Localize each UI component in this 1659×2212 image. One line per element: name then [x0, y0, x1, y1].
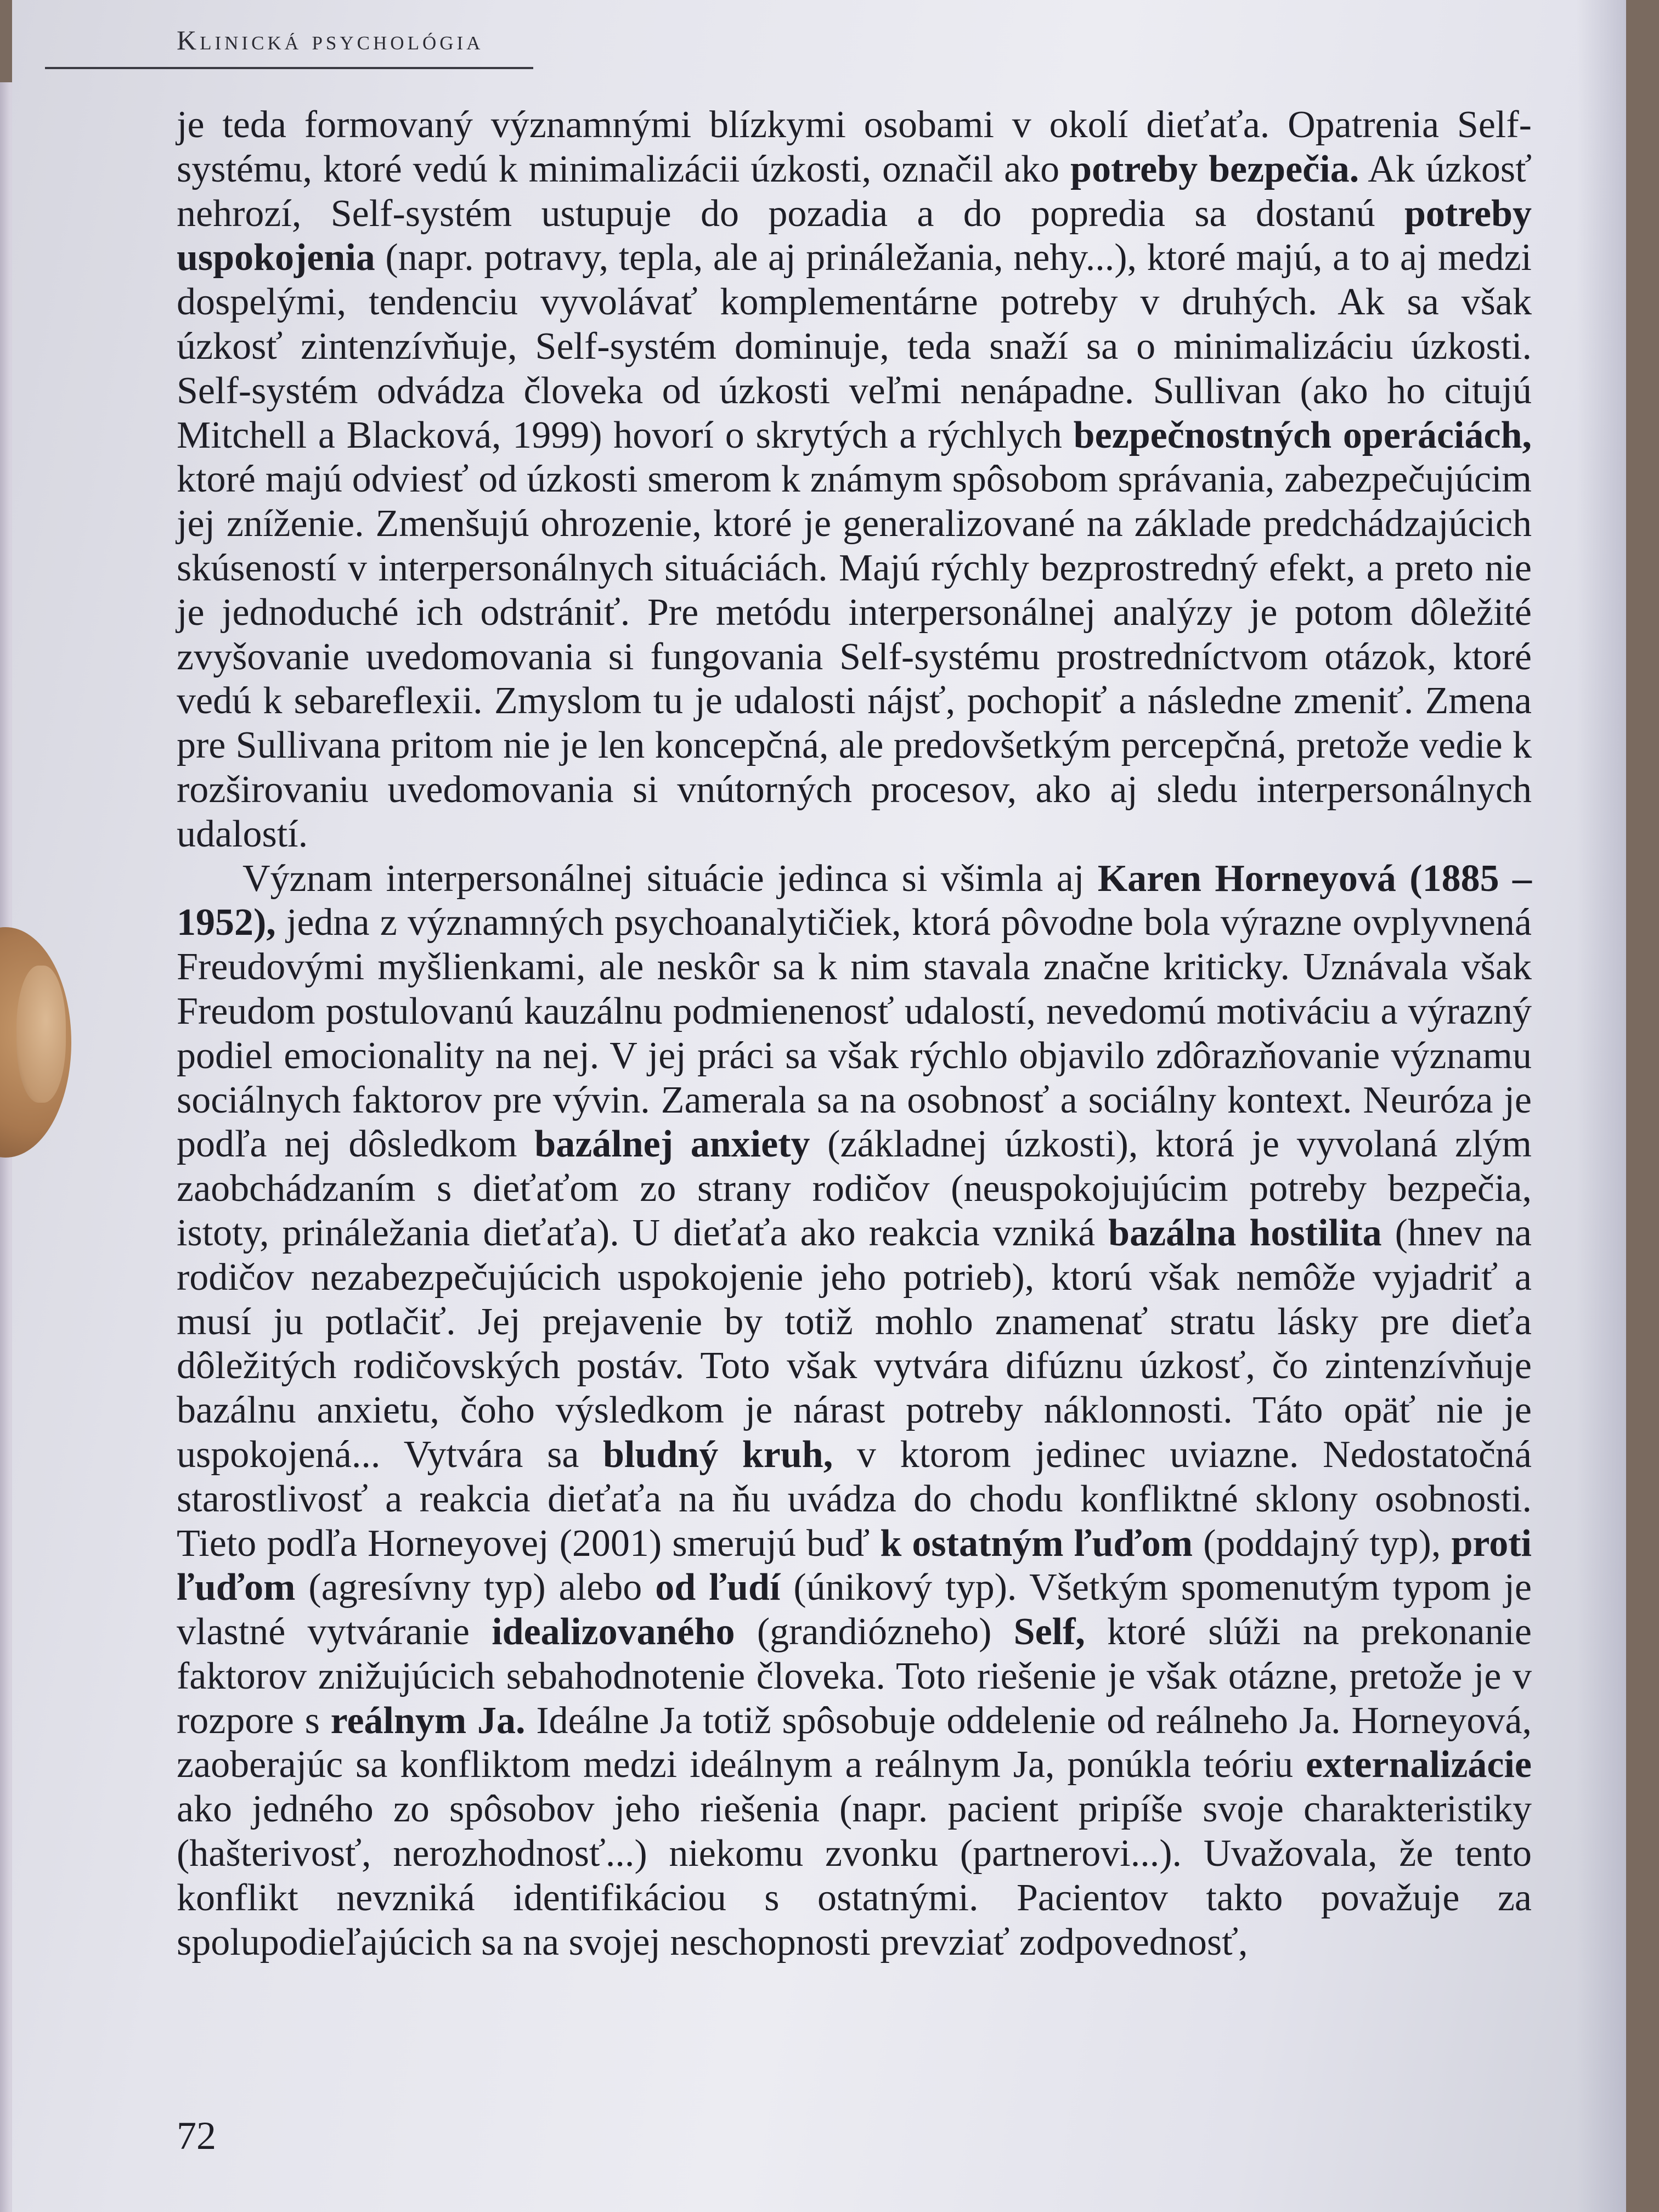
bold-term: externalizácie: [1305, 1743, 1532, 1786]
text-run: Ideálne Ja totiž spôsobuje oddelenie od reálneho Ja. Horneyová, zaoberajúc sa konfliktom medzi ideálnym a reálnym Ja, ponúkla teóriu: [177, 1699, 1532, 1786]
text-run: jedna z významných psychoanalytičiek, ktorá pôvodne bola výrazne ovplyvnená Freudovými myšlienkami, ale neskôr sa k nim stavala značne kriticky. Uznávala však Freudom postulovanú kauzálnu podmienenosť udalostí, nevedomú motiváciu a výrazný podiel emocionality na nej. V jej práci sa však rýchlo objavilo zdôrazňovanie významu sociálnych faktorov pre vývin. Zamerala sa na osobnosť a sociálny kontext. Neuróza je podľa nej dôsledkom: [177, 901, 1532, 1166]
text-run: ako jedného zo spôsobov jeho riešenia (napr. pacient pripíše svoje charakteristiky (hašterivosť, nerozhodnosť...) niekomu zvonku (partnerovi...). Uvažovala, že tento konflikt nevzniká identifikáciou s ostatnými. Pacientov takto považuje za spolupodieľajúcich sa na svojej neschopnosti prevziať zodpovednosť,: [177, 1788, 1532, 1963]
page-number: 72: [177, 2114, 216, 2158]
book-page: [12, 0, 1626, 2212]
bold-term: Self,: [1013, 1611, 1085, 1654]
text-run: ktoré slúži na prekonanie faktorov znižujúcich sebahodnotenie človeka. Toto riešenie je však otázne, pretože je v rozpore s: [177, 1611, 1532, 1742]
text-run: (grandiózneho): [735, 1611, 1014, 1654]
bold-term: k ostatným ľuďom: [880, 1522, 1193, 1565]
bold-term: potreby uspokojenia: [177, 192, 1532, 279]
text-run: Význam interpersonálnej situácie jedinca si všimla aj: [242, 857, 1098, 900]
text-run: (základnej úzkosti), ktorá je vyvolaná zlým zaobchádzaním s dieťaťom zo strany rodičov (neuspokojujúcim potreby bezpečia, istoty, prináležania dieťaťa). U dieťaťa ako reakcia vzniká: [177, 1123, 1532, 1254]
bold-term: reálnym Ja.: [330, 1699, 526, 1742]
body-text: [177, 103, 1532, 1965]
text-run: v ktorom jedinec uviazne. Nedostatočná starostlivosť a reakcia dieťaťa na ňu uvádza do chodu konfliktné sklony osobnosti. Tieto podľa Horneyovej (2001) smerujú buď: [177, 1433, 1532, 1565]
bold-term: proti ľuďom: [177, 1522, 1532, 1609]
text-run: (agresívny typ) alebo: [295, 1566, 656, 1609]
bold-term: bazálnej anxiety: [534, 1123, 810, 1166]
text-run: (poddajný typ),: [1193, 1522, 1452, 1565]
thumbnail-highlight: [16, 966, 66, 1103]
bold-term: od ľudí: [655, 1566, 781, 1609]
paragraph-1: [177, 103, 1532, 857]
bold-term: Karen Horneyová (1885 – 1952),: [177, 857, 1532, 944]
text-run: ktoré majú odviesť od úzkosti smerom k známym spôsobom správania, zabezpečujúcim jej zníženie. Zmenšujú ohrozenie, ktoré je generalizované na základe predchádzajúcich skúseností v interpersonálnych situáciách. Majú rýchly bezprostredný efekt, a preto nie je jednoduché ich odstrániť. Pre metódu interpersonálnej analýzy je potom dôležité zvyšovanie uvedomovania si fungovania Self-systému prostredníctvom otázok, ktoré vedú k sebareflexii. Zmyslom tu je udalosti nájsť, pochopiť a následne zmeniť. Zmena pre Sullivana pritom nie je len koncepčná, ale predovšetkým percepčná, pretože vedie k rozširovaniu uvedomovania si vnútorných procesov, ako aj sledu interpersonálnych udalostí.: [177, 458, 1532, 855]
text-run: (únikový typ). Všetkým spomenutým typom je vlastné vytváranie: [177, 1566, 1532, 1654]
bold-term: bazálna hostilita: [1108, 1211, 1382, 1254]
running-head: Klinická psychológia: [177, 25, 484, 55]
header-rule: [45, 67, 533, 69]
bold-term: potreby bezpečia.: [1070, 148, 1359, 190]
paragraph-2: [177, 857, 1532, 1965]
text-run: (hnev na rodičov nezabezpečujúcich uspokojenie jeho potrieb), ktorú však nemôže vyjadriť a musí ju potlačiť. Jej prejavenie by totiž mohlo znamenať stratu lásky pre dieťa dôležitých rodičovských postáv. Toto však vytvára difúznu úzkosť, čo zintenzívňuje bazálnu anxietu, čoho výsledkom je nárast potreby náklonnosti. Táto opäť nie je uspokojená... Vytvára sa: [177, 1211, 1532, 1476]
bold-term: bludný kruh,: [603, 1433, 833, 1476]
text-run: Ak úzkosť nehrozí, Self-systém ustupuje do pozadia a do popredia sa dostanú: [177, 148, 1532, 235]
bold-term: idealizovaného: [492, 1611, 735, 1654]
bold-term: bezpečnostných operáciách,: [1073, 414, 1532, 456]
text-run: je teda formovaný významnými blízkymi osobami v okolí dieťaťa. Opatrenia Self-systému, ktoré vedú k minimalizácii úzkosti, označil ako: [177, 104, 1532, 190]
gutter-shadow: [1577, 0, 1626, 2212]
text-run: (napr. potravy, tepla, ale aj prináležania, nehy...), ktoré majú, a to aj medzi dospelými, tendenciu vyvolávať komplementárne potreby v druhých. Ak sa však úzkosť zintenzívňuje, Self-systém dominuje, teda snaží sa o minimalizáciu úzkosti. Self-systém odvádza človeka od úzkosti veľmi nenápadne. Sullivan (ako ho citujú Mitchell a Blacková, 1999) hovorí o skrytých a rýchlych: [177, 236, 1532, 456]
